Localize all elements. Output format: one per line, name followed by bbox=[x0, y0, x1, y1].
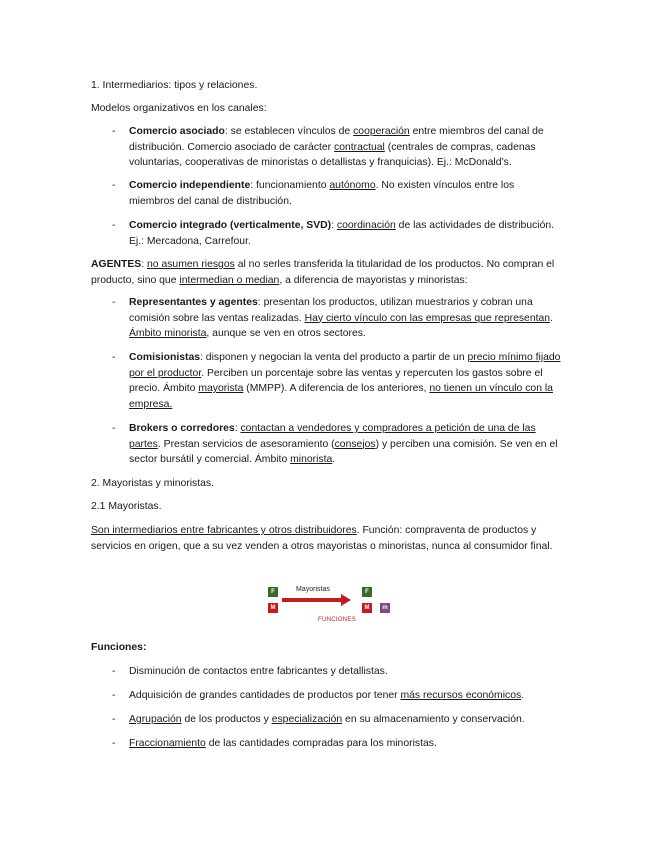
arrow-shaft bbox=[282, 598, 342, 602]
bullet-dash: - bbox=[112, 666, 116, 677]
list-item bbox=[112, 421, 562, 468]
bullet-dash: - bbox=[112, 352, 116, 363]
list-item bbox=[112, 664, 562, 680]
fabricante-box: F bbox=[362, 587, 372, 597]
arrow-label: Mayoristas bbox=[296, 586, 330, 593]
bullet-dash: - bbox=[112, 714, 116, 725]
list-item bbox=[112, 688, 562, 704]
fabricante-box: F bbox=[268, 587, 278, 597]
list-item-text: Comercio asociado: se establecen vínculos de cooperación entre miembros del canal de distribución. Comercio asociado de carácter contractual (centrales de compras, cadenas voluntarias, cooperativas de minoristas o detallistas y franquicias). Ej.: McDonald’s. bbox=[129, 126, 544, 168]
funciones-heading: Funciones: bbox=[91, 642, 147, 653]
bullet-dash: - bbox=[112, 220, 116, 231]
bullet-dash: - bbox=[112, 738, 116, 749]
mayoristas-diagram bbox=[266, 587, 396, 627]
arrow-head-icon bbox=[341, 594, 351, 606]
list-item bbox=[112, 712, 562, 728]
models-heading: Modelos organizativos en los canales: bbox=[91, 103, 267, 114]
list-item-text: Comisionistas: disponen y negocian la venta del producto a partir de un precio mínimo fijado por el productor. Perciben un porcentaje sobre las ventas y repercuten los gastos sobre el precio. Ámbito mayorista (MMPP). A diferencia de los anteriores, no tienen un vínculo con la empresa. bbox=[129, 352, 561, 410]
minorista-box: M bbox=[268, 603, 278, 613]
list-item bbox=[112, 218, 562, 249]
section2-title: 2. Mayoristas y minoristas. bbox=[91, 478, 214, 489]
agentes-paragraph: AGENTES: no asumen riesgos al no serles transferida la titularidad de los productos. No compran el producto, sino que intermedian o median, a diferencia de mayoristas y minoristas: bbox=[91, 259, 555, 286]
bullet-dash: - bbox=[112, 126, 116, 137]
list-item-text: Agrupación de los productos y especialización en su almacenamiento y conservación. bbox=[129, 714, 525, 725]
list-item-text: Comercio integrado (verticalmente, SVD): coordinación de las actividades de distribución. Ej.: Mercadona, Carrefour. bbox=[129, 220, 555, 247]
minorista-small-box: m bbox=[380, 603, 390, 613]
list-item-text: Adquisición de grandes cantidades de productos por tener más recursos económicos. bbox=[129, 690, 525, 701]
list-item bbox=[112, 350, 562, 412]
list-item-text: Fraccionamiento de las cantidades compradas para los minoristas. bbox=[129, 738, 437, 749]
list-item-text: Brokers o corredores: contactan a vendedores y compradores a petición de una de las partes. Prestan servicios de asesoramiento (consejos) y perciben una comisión. Se ven en el sector bursátil y comercial. Ámbito minorista. bbox=[129, 423, 558, 465]
mayoristas-definition: Son intermediarios entre fabricantes y otros distribuidores. Función: compraventa de productos y servicios en origen, que a su vez venden a otros mayoristas o minoristas, nunca al consumidor final. bbox=[91, 525, 553, 552]
diagram-caption: FUNCIONES bbox=[318, 617, 357, 623]
list-item-text: Representantes y agentes: presentan los productos, utilizan muestrarios y cobran una comisión sobre las ventas realizadas. Hay cierto vínculo con las empresas que representan. Ámbito minorista, aunque se ven en otros sectores. bbox=[129, 297, 553, 339]
bullet-dash: - bbox=[112, 423, 116, 434]
list-item-text: Comercio independiente: funcionamiento autónomo. No existen vínculos entre los miembros del canal de distribución. bbox=[129, 180, 515, 207]
bullet-dash: - bbox=[112, 690, 116, 701]
list-item bbox=[112, 124, 562, 171]
mayorista-box: M bbox=[362, 603, 372, 613]
bullet-dash: - bbox=[112, 180, 116, 191]
list-item bbox=[112, 178, 562, 209]
list-item bbox=[112, 736, 562, 752]
section21-title: 2.1 Mayoristas. bbox=[91, 501, 162, 512]
bullet-dash: - bbox=[112, 297, 116, 308]
list-item bbox=[112, 295, 562, 342]
list-item-text: Disminución de contactos entre fabricantes y detallistas. bbox=[129, 666, 388, 677]
section1-title: 1. Intermediarios: tipos y relaciones. bbox=[91, 80, 258, 91]
